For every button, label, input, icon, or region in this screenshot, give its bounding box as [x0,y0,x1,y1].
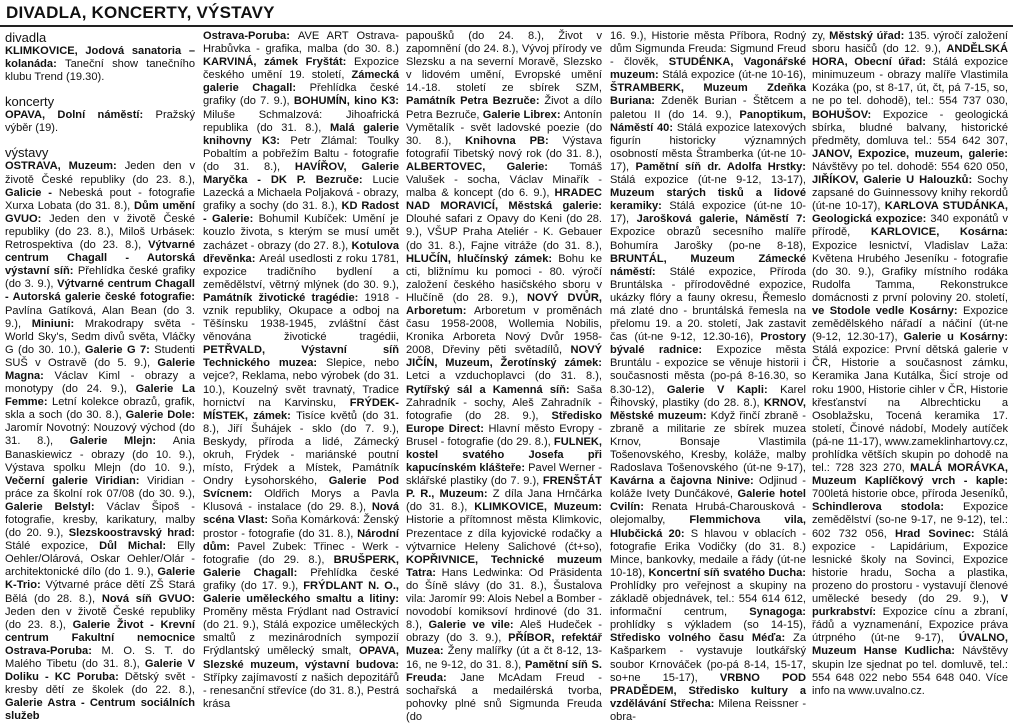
listing-text: Studenti SUŠ v Ostravě (do 5. 9.), [5,343,195,369]
venue-name: BRUNTÁL, Muzeum Zámecké náměstí: [610,252,806,278]
listing-text: Historie a přítomnost města Klimkovic, Prezentace z díla kyjovické rodačky a výtvarnice Heleny Salichové (ćt+so), [406,514,602,553]
listing-text: Jeden den v životě České republiky (do 23. 8.), [5,160,195,186]
venue-name: PETŘVALD, Výstavní síň Technického muzea: [203,344,399,370]
venue-name: Pamětní síň S. Freuda: [406,658,602,684]
venue-name: Zámecká galerie Chagall: [203,69,399,95]
venue-name: Středisko volného času Méďa: [610,632,794,645]
section-headline: DIVADLA, KONCERTY, VÝSTAVY [6,3,275,22]
venue-name: KARVINÁ, zámek Fryštát: [203,56,354,69]
listing-text: Antonín Vymětalík - svět ladovské poezie (do 30. 8.), [406,108,602,147]
listing-text: Stálá expozice: První dětská galerie v ČR, Historie a současnost zámku, Keramika Jana Kutálka, Šicí stroje od roku 1900, Historie cihler v ČR, Historie křesťanství na Albrechticku a Osoblažsku, Tocená keramika 17. století, Činové nádobí, Modely autíček (pá-ne 11-17), www.zameklinhartovy.cz, prohlídka větších skupin po dohodě na tel.: 728 323 270, [812,344,1008,475]
venue-name: ve Stodole vedle Kosárny: [812,304,963,317]
venue-name: Flemmichova vila, Hlubčická 20: [610,514,806,540]
listing-text: Stálá expozice - Lapidárium, Expozice lesnické školy na Sovinci, Expozice historie hradu, Socha a plastika, prozeno do prostoru - vystavují členové umělecké besedy (do 29. 9.), [812,527,1008,606]
listing-text: M. O. S. T. do Malého Tibetu (do 31. 8.), [5,644,195,671]
listing-paragraph [5,160,195,723]
venue-name: STUDÉNKA, Vagonářské muzeum: [610,56,806,82]
listing-text: Dlouhé safari z Opavy do Keni (do 28. 9.), VŠUP Praha Ateliér - K. Gebauer (do 31. 8.), Fajne vitráže (do 31. 8.), [406,213,602,252]
listing-text: 135. výročí založení sboru hasičů (do 12. 9.), [812,30,1008,56]
venue-name: OPAVA, Dolní náměstí: [5,109,156,122]
venue-name: Památník životické tragédie: [203,291,365,304]
venue-name: Galerie V Doliku - KC Poruba: [5,658,195,684]
venue-name: FULNEK, kostel svatého Josefa při kapucínském klášteře: [406,435,602,475]
listing-text: Když řinčí zbraně - zbraně a militarie ze sbírek muzea Krnov, Bonsaje Vlastimila Tošenovského, Kresby, koláže, malby Radoslava Tošenovského (út-ne 9-17), [610,409,806,475]
venue-name: V purkrabství: [812,593,1008,619]
venue-name: PŘÍBOR, refektář Muzea: [406,632,602,658]
listing-text: Stálá expozice (út-ne 9-12, 13-17), [610,174,806,187]
venue-name: Galerie Mlejn: [69,435,173,448]
listing-text: Václav Šipoš - fotografie, kresby, karikatury, malby (do 20. 9.), [5,500,195,540]
venue-name: HAVÍŘOV, Galerie Maryčka - DK P. Bezruče: [203,160,399,187]
listing-text: Bohumil Kubíček: Umění je kouzlo života, s kterým se musí umět zacházet - obrazy (do 27. 8.), [203,213,399,252]
venue-name: Nová síň GVUO: [101,592,195,605]
listing-text: Hlavní město Evropy - Brusel - fotografie (do 29. 8.), [406,422,602,448]
venue-name: Galerie ve vile: [428,619,521,632]
venue-name: Galerie Belstyl: [5,500,107,513]
venue-name: Ostrava-Poruba: [203,30,298,42]
listing-text: Karel Řihovský, plastiky (do 28. 8.), [610,383,807,409]
venue-name: Dům umění GVUO: [5,199,196,225]
listing-text: Expozice zemědělství (so-ne 9-17, ne 9-12), tel.: 602 732 056, [812,501,1008,540]
listing-text: Jane McAdam Freud - sochařská a medailérská tvorba, pohovky plné snů Sigmunda Freuda (do [406,671,602,723]
listing-text: Aleš Hudeček - obrazy (do 3. 9.), [406,619,602,645]
section-heading: koncerty [5,94,55,110]
venue-name: BRUŠPERK, Galerie Chagall: [203,553,399,579]
listing-text: Tisíce květů (do 31. 8.), Jiří Šuhájek - sklo (do 7. 9.), Beskydy, příroda a lidé, Zámecký okruh, Frýdek - mariánské poutní místo, Frýdek a Místek, Památník Ondry Łysohorského, [203,409,399,488]
listing-text: 700letá historie obce, příroda Jeseníků, [812,488,1008,501]
listing-text: Renata Hrubá-Charousková - olejomalby, [610,501,806,527]
listing-text: Pražský výběr (19). [5,109,195,135]
listing-text: Výstava fotografií Tibetský nový rok (do 31. 8.), [406,134,602,160]
venue-name: Galerie La Femme: [5,383,195,409]
listing-text: Taneční show tanečního klubu Trend (19.30). [5,58,195,84]
listing-paragraph [812,30,1008,698]
venue-name: ALBERTOVEC, Galerie: [406,160,570,173]
listing-text: Přehlídka české grafiky (do 3. 9.), [5,265,196,291]
venue-name: Důl Michal: [99,540,178,553]
venue-name: NOVÝ JIČÍN, Muzeum, Žerotínský zámek: [406,344,602,370]
venue-name: Malá galerie knihovny K3: [203,121,399,147]
listing-text: Život a dílo Petra Bezruče, [406,95,602,121]
listing-text: Milena Reissner - obra- [610,697,807,723]
listing-text: Areál usedlosti z roku 1781, expozice tradičního bydlení a zemědělství, větrný mlýnek (do 30. 9.), [203,252,399,291]
venue-name: Synagoga: [749,606,806,619]
listing-text: Pavlína Gatíková, Alan Bean (do 3. 9.), [5,304,195,330]
listing-text: Přehlídka české grafiky (do 17. 9.), [203,566,399,592]
listing-paragraph [610,30,806,724]
venue-name: Schindlerova stodola: [812,501,963,514]
venue-name: Výtvarné centrum Chagall - Autorská výstavní síň: [5,239,195,278]
listing-text: Odjinud - koláže Ivety Dunčákové, [610,475,806,501]
listing-text: papoušků (do 24. 8.), Život v zapomnění (do 24. 8.), Vývoj přírody ve Slezsku a na severní Moravě, Slezsko v lidovém umění, Evropské umění 14.-18. století ze sbírek SZM, [406,30,602,95]
listing-text: Expozice zemědělského nářadí a náčiní (út-ne (9-12, 12.30-17), [812,304,1008,344]
listing-text: Stálá expozice (út-ne 10-16), [662,69,806,82]
venue-name: NOVÝ DVŮR, Arboretum: [406,291,602,317]
venue-name: KD Radost - Galerie: [203,200,399,226]
venue-name: KARLOVA STUDÁNKA, Geologická expozice: [812,200,1008,226]
listing-text: Viridian - práce za školní rok 07/08 (do 30. 9.), [5,474,195,500]
venue-name: ŠTRAMBERK, Muzeum Zdeňka Buriana: [610,82,806,108]
venue-name: Miniuni: [31,317,85,330]
venue-name: Galerie Život - Krevní centrum Fakultní nemocnice Ostrava-Poruba: [5,618,196,657]
venue-name: KRNOV, Městské muzeum: [610,396,806,422]
venue-name: Slezskoostravský hrad: [68,527,195,540]
listing-text: Pavel Werner - sklářské plastiky (do 7. 9.), [406,462,602,488]
venue-name: Výtvarné centrum Chagall - Autorská galerie české fotografie: [5,278,196,304]
column-3 [406,30,602,723]
listing-paragraph [5,109,195,135]
venue-name: JANOV, Expozice, muzeum, galerie: [812,147,1008,160]
listing-text: Pavel Zubek: Třinec - Werk - fotografie (do 29. 8.), [203,540,399,566]
listing-text: Stálé expozice, Příroda Bruntálska - přírodovědné expozice, ukázky flóry a fauny okresu, Řemeslo má zlaté dno - bruntálská řemesla na přelomu 19. a 20. století, Jak zastavit čas (út-ne 9-12, 12.30-16), [610,265,807,344]
section-spacer [5,135,195,145]
listing-text: S hlavou v oblacích - fotografie Erika Vodičky (do 31. 8.) Mince, bankovky, medaile a řády (út-ne 10-18), [610,527,807,579]
listing-text: Výtvarné práce dětí ZŠ Stará Bělá (do 28. 8.), [5,579,195,605]
column-5 [812,30,1008,697]
venue-name: Muzeum starých tisků a lidové keramiky: [610,187,806,213]
listing-text: Nebeská pout - fotografie Xurxa Lobata (do 31. 8.), [5,186,195,212]
listing-text: zy, [812,30,830,42]
venue-name: Nová scéna Vlast: [203,501,399,527]
listing-text: Stálá expozice latexových figurín historicky významných osobností města Štramberka (út-ne 10-17), [610,121,806,173]
venue-name: ÚVALNO, Muzeum Hanse Kudlicha: [812,632,1008,658]
venue-name: FRENŠTÁT P. R., Muzeum: [406,475,602,501]
venue-name: FRÝDEK-MÍSTEK, zámek: [203,396,399,422]
headline-rule [0,25,1013,27]
listing-text: Letní kolekce obrazů, grafik, skla a soch (do 30. 8.), [5,396,195,422]
venue-name: Galerie Dole: [125,409,196,422]
venue-name: OSTRAVA, Muzeum: [5,160,125,173]
listing-text: Expozice města Bruntálu - expozice se věnuje historii i současnosti města (po-pá 8-16.30, so 8.30-12), [610,344,807,396]
listing-text: Slepice, nebo vejce?, Reklama, nebo výrobek (do 31. 10.), Kouzelný svět travnatý, Tradice hornictví na Karvinsku, [203,357,399,409]
venue-name: ANDĚLSKÁ HORA, Obecní úřad: [812,43,1008,69]
listing-text: Návštěvy po tel. dohodě: 554 620 050, [812,160,1008,173]
listing-text: Lucie Lazecká a Michaela Poljaková - obrazy, grafiky a sochy (do 31. 8.), [203,174,399,213]
section-heading: výstavy [5,145,49,161]
listing-paragraph [406,30,602,724]
venue-name: Galerie Librex: [482,108,564,121]
venue-name: Galerie Pod Svícnem: [203,475,400,501]
listing-text: Proměny města Frýdlant nad Ostravicí (do 21. 9.), Stálá expozice uměleckých smaltů z mezinárodních sympozií Frýdlantský umělecký smalt, [203,606,399,658]
listing-text: Saša Zahradník - sochy, Aleš Zahradník - fotografie (do 28. 9.), [406,383,602,422]
venue-name: Rytířský sál a Kamenná síň: [406,383,577,396]
listing-text: Střípky zajímavostí z našich depozitářů - renesanční střevíce (do 31. 8.), Pestrá krása [203,671,399,710]
venue-name: Památník Petra Bezruče: [406,95,545,108]
listing-text: 340 exponátů v přírodě, [812,213,1008,239]
venue-name: HLUČÍN, hlučínský zámek: [406,252,559,265]
listing-text: Z díla Jana Hrnčárka (do 31. 8.), [406,488,602,514]
venue-name: Galicie - [5,186,59,199]
venue-name: Galerie Astra - Centrum sociálních služeb [5,697,195,723]
venue-name: Pamětní síň dr. Adolfa Hrstky: [635,160,806,173]
venue-name: Galerie K-Trio: [5,566,195,592]
listing-text: Expozice lesnictví, Vladislav Laža: Květena Hrubého Jeseníku - fotografie (do 30. 9.), Grafiky místního rodáka Rudolfa Tamma, Rekonstrukce domácnosti z první poloviny 20. století, [812,239,1008,304]
venue-name: FRÝDLANT N. O., Galerie uměleckého smaltu a litiny: [203,579,399,606]
listing-text: Miluše Schmalzová: Jihoafrická republika (do 31. 8.), [203,108,399,134]
venue-name: Galerie hotel Cvilín: [610,488,807,514]
listing-text: Soňa Komárková: Ženský prostor - fotografie (do 31. 8.), [203,514,399,540]
venue-name: MALÁ MORÁVKA, Muzeum Kaplíčkový vrch - kaple: [812,462,1008,488]
listing-text: Expozice českého umění 19. století, [203,56,399,82]
listing-text: Ania Banaskiewicz - obrazy (do 10. 9.), Výstava spolku Mlejn (do 10. 9.), [5,435,195,474]
column-2 [203,30,400,710]
venue-name: Galerie u Kosárny: [903,331,1008,344]
listing-text: 1918 - vznik republiky, Okupace a odboj na Těšínsku 1938-1945, zvláštní část věnována životické tragédii, [203,291,399,344]
venue-name: Knihovna PB: [465,134,563,147]
listing-text: Stálé expozice, [5,540,100,553]
listing-text: Sochy zapsané do Guinnessovy knihy rekordů (út-ne 10-17), [812,174,1008,213]
venue-name: Národní dům: [203,527,399,553]
venue-name: Panoptikum, Náměstí 40: [610,108,806,134]
listing-text: Zdeněk Burian - Štětcem a paletou II (do 14. 9.), [610,95,806,121]
venue-name: OPAVA, Slezské muzeum, výstavní budova: [203,645,399,671]
listing-text: Petr Zlámal: Toulky Pobaltím a pobřežím Baltu - fotografie (do 31. 8.), [203,134,399,173]
listing-text: Dětský svět - kresby dětí ze školek (do 22. 8.), [5,671,196,697]
listing-text: Jeden den v životě České republiky (do 23. 8.), Miloš Urbásek: Retrospektiva (do 23. 8.), [5,212,195,252]
listing-text: Stálá expozice minimuzeum - obrazy malíře Vlastimila Kozáka (po, st 8-17, út, čt, pá 7-15, so, ne po tel. dohodě), tel.: 554 737 030, [812,56,1008,108]
listing-text: Ženy malířky (út a čt 8-12, 13-16, ne 9-12, do 31. 8.), [406,645,602,671]
listing-text: Návštěvy skupin lze sjednat po tel. domluvě, tel.: 554 648 022 nebo 554 648 040. Více info na www.uvalno.cz. [812,645,1008,697]
listing-text: Expozice cínu a zbraní, řádů a vyznamenání, Expozice práva útrpného (út-ne 9-17), [812,606,1008,645]
listing-text: Expozice obrazů secesního malíře Bohumíra Jarošky (po-ne 8-18), [610,226,806,252]
listing-paragraph [203,30,399,711]
venue-name: KARLOVICE, Kosárna: [870,226,1008,239]
venue-name: Prostory bývalé radnice: [610,331,806,357]
venue-name: Jarošková galerie, Náměstí 7: [636,213,807,226]
listing-text: prohlídky s výkladem (so 14-15), [610,619,806,632]
venue-name: Galerie Magna: [5,356,195,382]
column-1 [5,30,196,723]
listing-text: Mrakodrapy světa - World Sky's, Sedm divů světa, Vláčky G (do 30. 10.), [5,317,195,356]
listing-text: Oldřich Morys a Pavla Klusová - instalace (do 29. 8.), [203,488,399,514]
listing-text: AVE ART Ostrava-Hrabůvka - grafika, malba (do 30. 8.) [203,30,399,56]
column-4 [610,30,807,723]
listing-text: Elly Oehler/Olárová, Oskar Oehler/Olár - architektonické dílo (do 1. 9.), [5,540,195,579]
venue-name: KOPŘIVNICE, Technické muzeum Tatra: [406,553,602,579]
listing-text: Stálá expozice (út-ne 10-17), [610,200,806,226]
venue-name: JIŘÍKOV, Galerie U Halouzků: [812,174,978,187]
venue-name: VRBNO POD PRADĚDEM, Středisko kultury a vzdělávání Střecha: [610,671,806,710]
venue-name: BOHUŠOV: [812,108,883,121]
listing-text: Arboretum v proměnách času 1958-2008, Wollemia Nobilis, Kronika Arboreta Nový Dvůr 1958-2008, Dřeviny pěti světadílů, [406,304,602,357]
venue-name: Kavárna a čajovna Ninive: [610,475,759,488]
listing-text: Letci a vzduchoplavci (do 31. 8.), [406,370,602,383]
listing-text: Bohu ke cti, bližnímu ku pomoci - 80. výročí založení českého hasičského sboru v Hlučíně (do 28. 9.), [406,252,602,304]
venue-name: KLIMKOVICE, Jodová sanatoria – kolanáda: [5,45,195,71]
section-spacer [5,84,195,94]
listing-text: 16. 9.), Historie města Příbora, Rodný dům Sigmunda Freuda: Sigmund Freud - člověk, [610,30,806,69]
listing-text: Václav Kiml - obrazy a monotypy (do 24. 9.), [5,369,196,396]
listing-text: Hans Ledwinka: Od Präsidenta do Šíně slávy (do 31. 8.), Šustalova vila: Jaromír 99: Alois Nebel a Bomber - novodobí komiksoví hrdinové (do 31. 8.), [406,566,602,632]
listing-text: Jaromír Novotný: Nouzový východ (do 31. 8.), [5,422,195,448]
venue-name: HRADEC NAD MORAVICÍ, Městská galerie: [406,187,602,213]
venue-name: Středisko Europe Direct: [406,409,602,435]
listing-text: Tomáš Valušek - socha, Václav Minařík - malba & koncept (do 6. 9.), [406,160,602,200]
listing-text: Přehlídka české grafiky (do 7. 9.), [203,82,399,108]
listing-text: Za Kašparkem - vystavuje loutkářský soubor Krnováček (po-pá 8-14, 15-17, so+ne 15-17), [610,632,806,684]
venue-name: Městský úřad: [829,30,909,42]
venue-name: Galerie G 7: [84,343,155,356]
listing-paragraph [5,45,195,84]
venue-name: BOHUMÍN, kino K3: [293,95,399,108]
venue-name: KLIMKOVICE, Muzeum: [474,501,602,514]
section-heading: divadla [5,30,47,45]
listing-text: Jeden den v životě České republiky (do 23. 8.), [5,605,195,631]
venue-name: Galerie V Kapli: [666,383,781,396]
venue-name: Večerní galerie Viridian: [5,474,147,487]
listing-text: Prohlídky pro veřejnost a skupiny na základě objednávek, tel.: 554 614 612, informační centrum, [610,579,806,619]
venue-name: Hrad Sovinec: [894,527,983,540]
venue-name: Koncertní síň svatého Ducha: [648,566,806,579]
venue-name: Kotulova dřevěnka: [203,239,399,265]
listing-text: Expozice - geologická sbírka, bludné balvany, historické předměty, domluva tel.: 554 642 307, [812,108,1008,147]
